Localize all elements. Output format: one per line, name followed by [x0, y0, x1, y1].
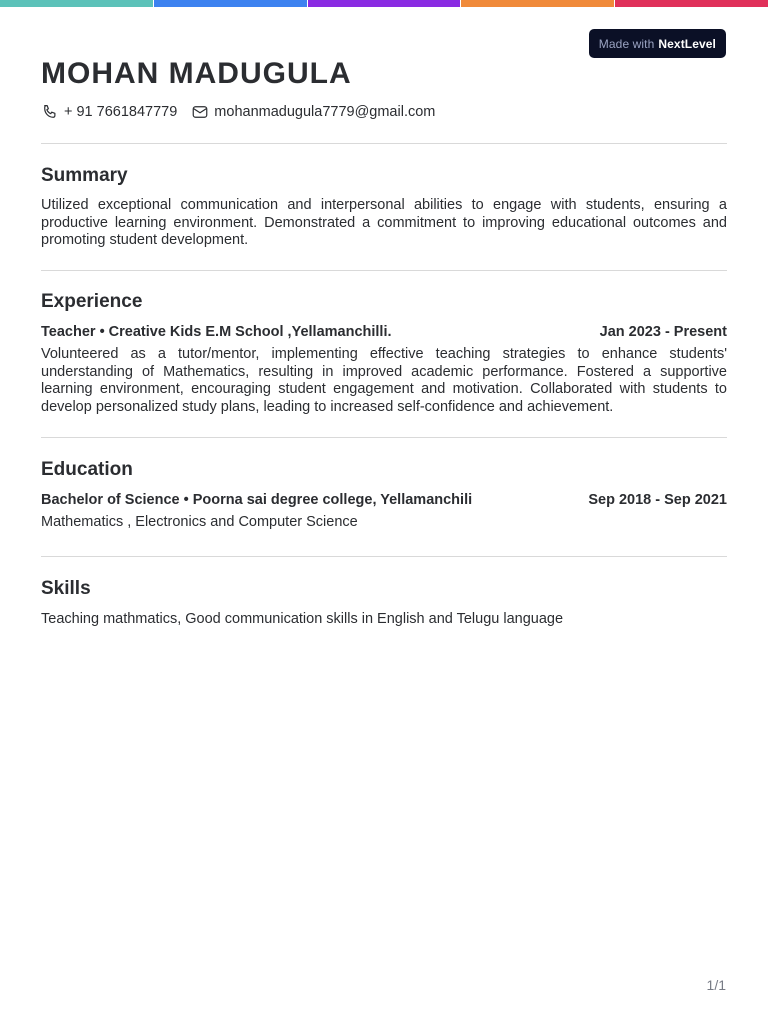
section-title-education: Education — [41, 459, 133, 480]
phone-number: + 91 7661847779 — [64, 104, 178, 120]
section-title-summary: Summary — [41, 165, 128, 186]
stripe-segment-teal — [0, 0, 153, 7]
experience-item-header — [41, 323, 727, 341]
badge-prefix: Made with — [598, 36, 655, 51]
stripe-segment-purple — [308, 0, 461, 7]
divider-header — [41, 143, 727, 144]
experience-description: Volunteered as a tutor/mentor, implementing effective teaching strategies to enhance students' understanding of Mathematics, resulting in improved academic performance. Fostered a supportive learning environment, encouraging student engagement and motivation. Collaborated with students to develop personalized study plans, leading to increased self-confidence and achievement. — [41, 346, 727, 416]
stripe-segment-orange — [461, 0, 614, 7]
education-dates: Sep 2018 - Sep 2021 — [588, 492, 727, 508]
summary-text: Utilized exceptional communication and interpersonal abilities to engage with students, ensuring a productive learning environment. Demonstrated a commitment to improving educational outcomes and promoting student development. — [41, 197, 727, 249]
experience-dates: Jan 2023 - Present — [599, 324, 727, 340]
phone-icon — [41, 103, 59, 121]
section-title-skills: Skills — [41, 578, 91, 599]
skills-text: Teaching mathmatics, Good communication skills in English and Telugu language — [41, 611, 564, 627]
divider-education — [41, 556, 727, 557]
section-title-experience: Experience — [41, 291, 143, 312]
divider-summary — [41, 270, 727, 271]
divider-experience — [41, 437, 727, 438]
badge-brand: NextLevel — [658, 36, 716, 51]
stripe-segment-blue — [154, 0, 307, 7]
page-number: 1/1 — [706, 977, 726, 993]
education-item-header — [41, 491, 727, 509]
made-with-badge[interactable] — [589, 29, 726, 58]
phone-contact[interactable] — [41, 103, 177, 121]
email-contact[interactable] — [191, 103, 435, 121]
experience-role: Teacher • Creative Kids E.M School ,Yellamanchilli. — [41, 324, 392, 340]
education-subjects: Mathematics , Electronics and Computer Science — [41, 514, 358, 530]
candidate-name: MOHAN MADUGULA — [41, 57, 352, 90]
top-color-stripe — [0, 0, 768, 7]
contact-info — [41, 102, 435, 122]
email-address: mohanmadugula7779@gmail.com — [214, 104, 436, 120]
stripe-segment-red — [615, 0, 768, 7]
education-degree: Bachelor of Science • Poorna sai degree college, Yellamanchili — [41, 492, 473, 508]
mail-icon — [191, 103, 209, 121]
